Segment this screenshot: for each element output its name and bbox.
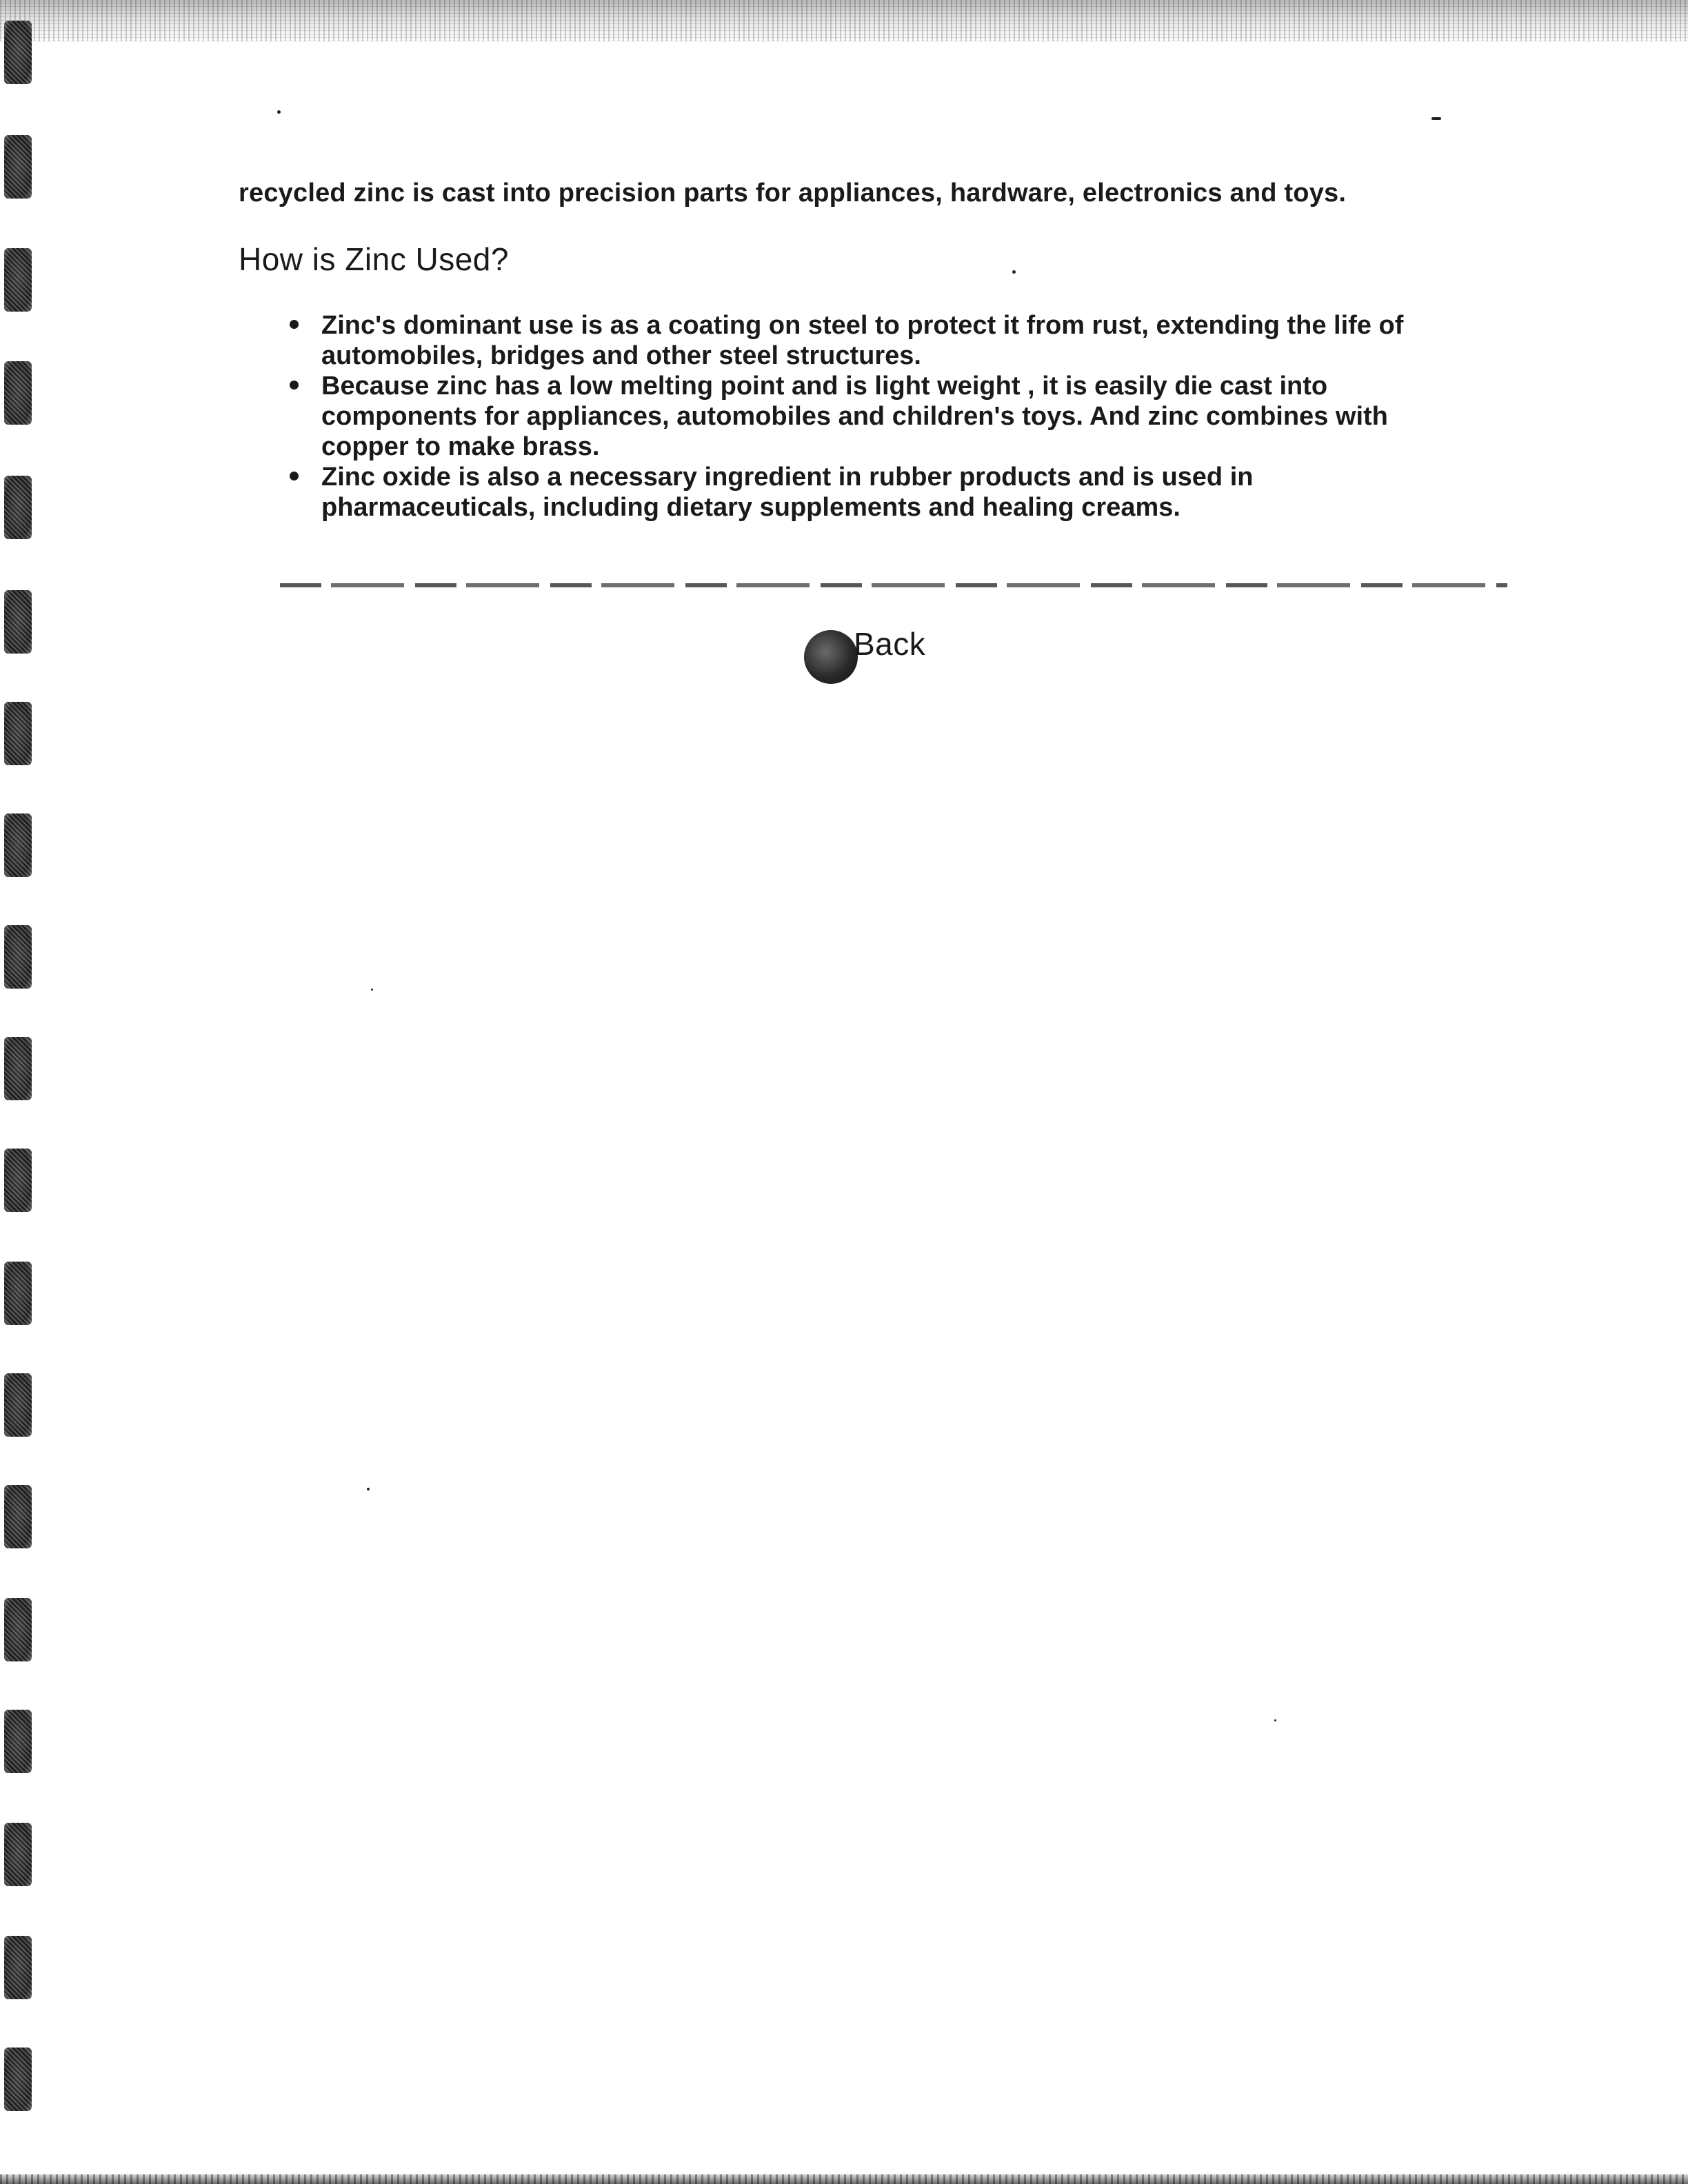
document-body <box>239 176 1521 523</box>
horizontal-divider <box>280 583 1507 587</box>
feed-hole <box>4 1262 32 1325</box>
back-link[interactable] <box>804 625 925 684</box>
section-heading: How is Zinc Used? <box>239 241 509 277</box>
feed-hole <box>4 590 32 654</box>
feed-hole <box>4 925 32 989</box>
scan-noise-top <box>0 0 1688 41</box>
feed-hole <box>4 361 32 425</box>
feed-hole <box>4 1149 32 1212</box>
bullet-line: automobiles, bridges and other steel structures. <box>321 341 921 370</box>
scan-speck <box>367 1488 370 1490</box>
scan-speck <box>1431 117 1441 120</box>
bullet-line: components for appliances, automobiles and children's toys. And zinc combines with <box>321 402 1388 431</box>
bullet-line: copper to make brass. <box>321 432 600 461</box>
scan-speck <box>277 110 281 114</box>
feed-hole <box>4 2048 32 2111</box>
feed-hole <box>4 21 32 84</box>
scan-noise-bottom <box>0 2174 1688 2184</box>
feed-hole <box>4 813 32 877</box>
bullet-dot-icon <box>290 320 299 329</box>
bullet-line: Because zinc has a low melting point and is light weight , it is easily die cast into <box>321 372 1328 401</box>
feed-hole <box>4 1598 32 1661</box>
bullet-item-die-cast <box>285 371 1521 462</box>
intro-paragraph: recycled zinc is cast into precision parts for appliances, hardware, electronics and toys. <box>239 179 1347 208</box>
feed-hole <box>4 248 32 312</box>
bullet-item-coating <box>285 310 1521 371</box>
feed-hole <box>4 702 32 765</box>
feed-hole <box>4 1485 32 1548</box>
scan-speck <box>1274 1719 1276 1721</box>
feed-hole <box>4 1936 32 1999</box>
bullet-dot-icon <box>290 472 299 481</box>
tractor-feed-strip <box>4 0 32 2184</box>
bullet-item-zinc-oxide <box>285 462 1521 523</box>
feed-hole <box>4 1373 32 1437</box>
bullet-dot-icon <box>290 381 299 390</box>
bullet-line: Zinc oxide is also a necessary ingredient in rubber products and is used in <box>321 463 1254 492</box>
bullet-line: Zinc's dominant use is as a coating on steel to protect it from rust, extending the life of <box>321 311 1404 340</box>
feed-hole <box>4 1710 32 1773</box>
bullet-line: pharmaceuticals, including dietary supplements and healing creams. <box>321 493 1180 522</box>
usage-bullet-list <box>285 310 1521 523</box>
feed-hole <box>4 135 32 199</box>
scan-speck <box>371 989 373 991</box>
feed-hole <box>4 476 32 539</box>
feed-hole <box>4 1823 32 1886</box>
feed-hole <box>4 1037 32 1100</box>
back-arrow-icon[interactable] <box>804 630 858 684</box>
back-label[interactable]: Back <box>854 626 926 662</box>
